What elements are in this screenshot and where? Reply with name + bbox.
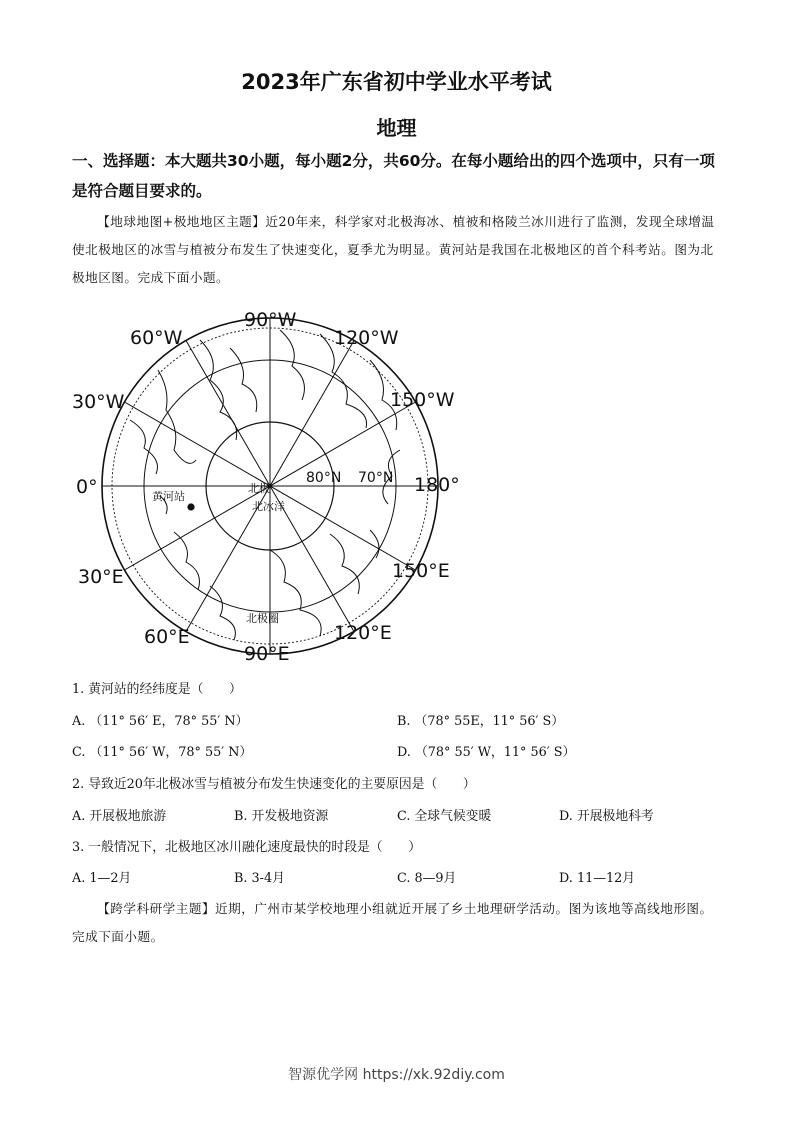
- label-30w: 30°W: [72, 391, 125, 413]
- q3-option-a[interactable]: A. 1—2月: [72, 871, 132, 886]
- q1-option-b[interactable]: B. （78° 55E，11° 56′ S）: [397, 714, 565, 729]
- q3-option-b[interactable]: B. 3-4月: [234, 871, 285, 886]
- label-30e: 30°E: [78, 566, 124, 588]
- q1-option-d[interactable]: D. （78° 55′ W，11° 56′ S）: [397, 745, 576, 760]
- label-150e: 150°E: [392, 560, 450, 582]
- label-180: 180°: [414, 474, 460, 496]
- huanghe-station-marker: [187, 503, 194, 510]
- q3-option-c[interactable]: C. 8—9月: [397, 871, 457, 886]
- question-2-stem: 2. 导致近20年北极冰雪与植被分布发生快速变化的主要原因是（ ）: [72, 777, 476, 792]
- q3-option-d[interactable]: D. 11—12月: [559, 871, 636, 886]
- intro-paragraph-arctic: 【地球地图+极地地区主题】近20年来，科学家对北极海冰、植被和格陵兰冰川进行了监测，发现全球增温使北极地区的冰雪与植被分布发生了快速变化，夏季尤为明显。黄河站是我国在北极地区的首个科考站。图为北极地区图。完成下面小题。: [72, 214, 715, 285]
- label-120e: 120°E: [334, 622, 392, 644]
- section-heading: 一、选择题：本大题共30小题，每小题2分，共60分。在每小题给出的四个选项中，只有一项是符合题目要求的。: [72, 152, 715, 200]
- intro-paragraph-fieldtrip: 【跨学科研学主题】近期，广州市某学校地理小组就近开展了乡土地理研学活动。图为该地等高线地形图。完成下面小题。: [72, 901, 713, 944]
- question-3-stem: 3. 一般情况下，北极地区冰川融化速度最快的时段是（ ）: [72, 840, 421, 855]
- label-120w: 120°W: [334, 327, 399, 349]
- label-huanghe-station: 黄河站: [152, 490, 185, 503]
- question-1-stem: 1. 黄河站的经纬度是（ ）: [72, 682, 242, 697]
- label-90e: 90°E: [244, 643, 290, 665]
- label-90w: 90°W: [244, 309, 297, 331]
- label-150w: 150°W: [390, 389, 455, 411]
- q1-option-a[interactable]: A. （11° 56′ E，78° 55′ N）: [72, 714, 249, 729]
- label-arctic-circle: 北极圈: [246, 612, 279, 625]
- label-north-pole: 北极: [248, 482, 270, 495]
- meridian-lines: [102, 318, 438, 654]
- subject-title: 地理: [376, 116, 417, 140]
- footer-watermark: 智源优学网 https://xk.92diy.com: [288, 1067, 505, 1083]
- q2-option-c[interactable]: C. 全球气候变暖: [397, 809, 492, 824]
- q2-option-b[interactable]: B. 开发极地资源: [234, 809, 329, 824]
- exam-title: 2023年广东省初中学业水平考试: [241, 70, 552, 94]
- label-80n: 80°N: [306, 470, 342, 486]
- q2-option-d[interactable]: D. 开展极地科考: [559, 809, 654, 824]
- label-arctic-ocean: 北冰洋: [252, 500, 285, 513]
- q2-option-a[interactable]: A. 开展极地旅游: [72, 809, 167, 824]
- label-0: 0°: [76, 476, 98, 498]
- arctic-map: [70, 300, 470, 670]
- q1-option-c[interactable]: C. （11° 56′ W，78° 55′ N）: [72, 745, 253, 760]
- label-60e: 60°E: [144, 626, 190, 648]
- label-60w: 60°W: [130, 327, 183, 349]
- label-70n: 70°N: [358, 470, 394, 486]
